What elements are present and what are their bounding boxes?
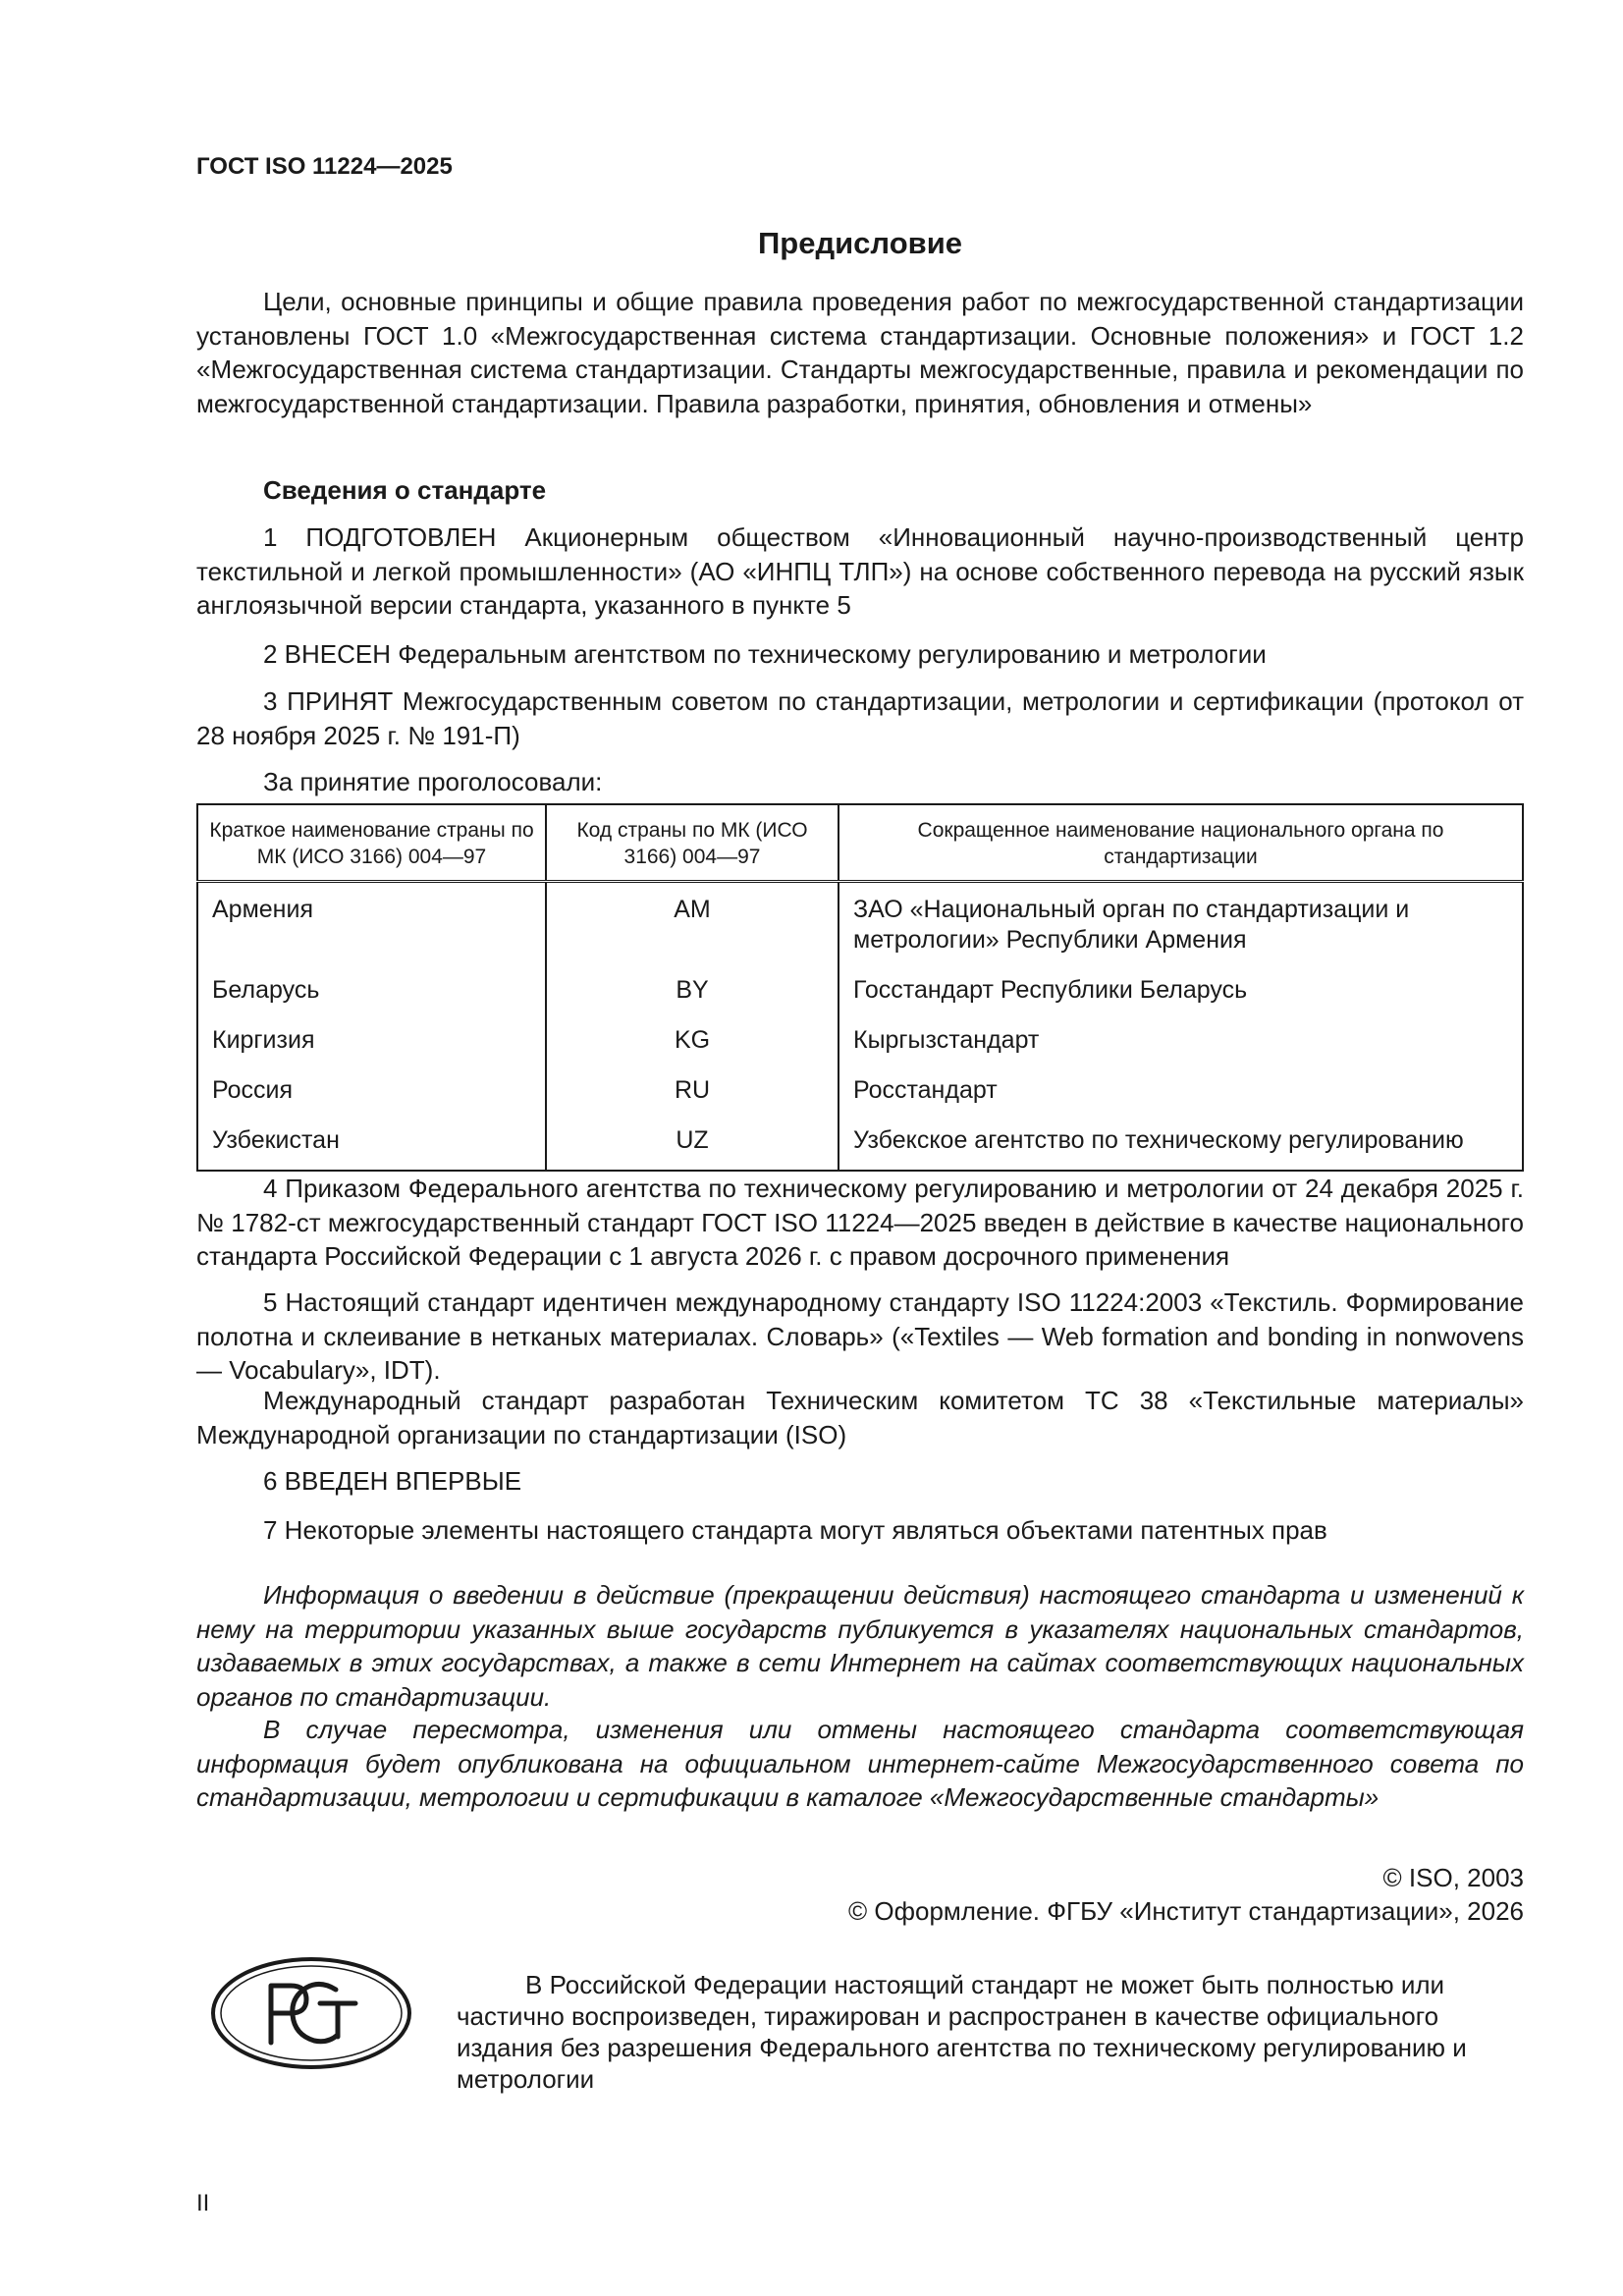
cell-code: UZ bbox=[546, 1120, 839, 1171]
cell-country: Киргизия bbox=[197, 1019, 546, 1069]
cell-country: Россия bbox=[197, 1069, 546, 1120]
info-heading: Сведения о стандарте bbox=[263, 475, 547, 505]
table-header-row bbox=[197, 804, 1523, 882]
cell-code: AM bbox=[546, 882, 839, 970]
copyright-iso: © ISO, 2003 bbox=[1382, 1863, 1524, 1892]
table-row bbox=[197, 1069, 1523, 1120]
document-header: ГОСТ ISO 11224—2025 bbox=[196, 153, 453, 180]
item-3: 3 ПРИНЯТ Межгосударственным советом по стандартизации, метрологии и сертификации (протокол от 28 ноября 2025 г. № 191-П) bbox=[196, 686, 1524, 750]
table-row bbox=[197, 969, 1523, 1019]
item-4: 4 Приказом Федерального агентства по техническому регулированию и метрологии от 24 декабря 2025 г. № 1782-ст межгосударственный стандарт ГОСТ ISO 11224—2025 введен в действие в качестве национального стандарта Российской Федерации с 1 августа 2026 г. с правом досрочного применения bbox=[196, 1174, 1524, 1271]
cell-country: Беларусь bbox=[197, 969, 546, 1019]
cell-code: KG bbox=[546, 1019, 839, 1069]
item-5-note: Международный стандарт разработан Техническим комитетом ТС 38 «Текстильные материалы» Международной организации по стандартизации (ISO) bbox=[196, 1386, 1524, 1449]
italic-info-1: Информация о введении в действие (прекращении действия) настоящего стандарта и изменений к нему на территории указанных выше государств публикуется в указателях национальных стандартов, издаваемых в этих государствах, а также в сети Интернет на сайтах соответствующих национальных органов по стандартизации. bbox=[196, 1580, 1524, 1712]
table-row bbox=[197, 1019, 1523, 1069]
item-6: 6 ВВЕДЕН ВПЕРВЫЕ bbox=[263, 1466, 522, 1496]
cell-body: Узбекское агентство по техническому регулированию bbox=[839, 1120, 1523, 1171]
table-row bbox=[197, 882, 1523, 970]
column-header-body: Сокращенное наименование национального органа по стандартизации bbox=[839, 804, 1523, 882]
item-1: 1 ПОДГОТОВЛЕН Акционерным обществом «Инновационный научно-производственный центр текстильной и легкой промышленности» (АО «ИНПЦ ТЛП») на основе собственного перевода на русский язык англоязычной версии стандарта, указанного в пункте 5 bbox=[196, 522, 1524, 620]
voted-label: За принятие проголосовали: bbox=[263, 767, 603, 796]
item-2: 2 ВНЕСЕН Федеральным агентством по техническому регулированию и метрологии bbox=[263, 639, 1267, 669]
italic-info-2: В случае пересмотра, изменения или отмены настоящего стандарта соответствующая информация будет опубликована на официальном интернет-сайте Межгосударственного совета по стандартизации, метрологии и сертификации в каталоге «Межгосударственные стандарты» bbox=[196, 1715, 1524, 1812]
item-7: 7 Некоторые элементы настоящего стандарта могут являться объектами патентных прав bbox=[263, 1515, 1327, 1545]
cell-body: ЗАО «Национальный орган по стандартизации и метрологии» Республики Армения bbox=[839, 882, 1523, 970]
column-header-code: Код страны по МК (ИСО 3166) 004—97 bbox=[546, 804, 839, 882]
intro-paragraph: Цели, основные принципы и общие правила проведения работ по межгосударственной стандартизации установлены ГОСТ 1.0 «Межгосударственная система стандартизации. Основные положения» и ГОСТ 1.2 «Межгосударственная система стандартизации. Стандарты межгосударственные, правила и рекомендации по межгосударственной стандартизации. Правила разработки, принятия, обновления и отмены» bbox=[196, 287, 1524, 418]
rst-logo-svg bbox=[210, 1956, 412, 2070]
table-row bbox=[197, 1120, 1523, 1171]
page-number: II bbox=[196, 2190, 210, 2216]
copyright-design: © Оформление. ФГБУ «Институт стандартизации», 2026 bbox=[848, 1896, 1524, 1926]
cell-body: Кыргызстандарт bbox=[839, 1019, 1523, 1069]
page-title: Предисловие bbox=[757, 226, 962, 260]
cell-code: BY bbox=[546, 969, 839, 1019]
cell-code: RU bbox=[546, 1069, 839, 1120]
item-5: 5 Настоящий стандарт идентичен международному стандарту ISO 11224:2003 «Текстиль. Формирование полотна и склеивание в нетканых материалах. Словарь» («Textiles — Web formation and bonding in nonwovens — Vocabulary», IDT). bbox=[196, 1287, 1524, 1385]
cell-body: Госстандарт Республики Беларусь bbox=[839, 969, 1523, 1019]
column-header-country: Краткое наименование страны по МК (ИСО 3166) 004—97 bbox=[197, 804, 546, 882]
reproduction-notice: В Российской Федерации настоящий стандарт не может быть полностью или частично воспроизведен, тиражирован и распространен в качестве официального издания без разрешения Федерального агентства по техническому регулированию и метрологии bbox=[457, 1970, 1467, 2094]
cell-country: Армения bbox=[197, 882, 546, 970]
rst-logo-icon bbox=[210, 1956, 412, 2075]
cell-country: Узбекистан bbox=[197, 1120, 546, 1171]
cell-body: Росстандарт bbox=[839, 1069, 1523, 1120]
voting-table bbox=[196, 803, 1524, 1172]
